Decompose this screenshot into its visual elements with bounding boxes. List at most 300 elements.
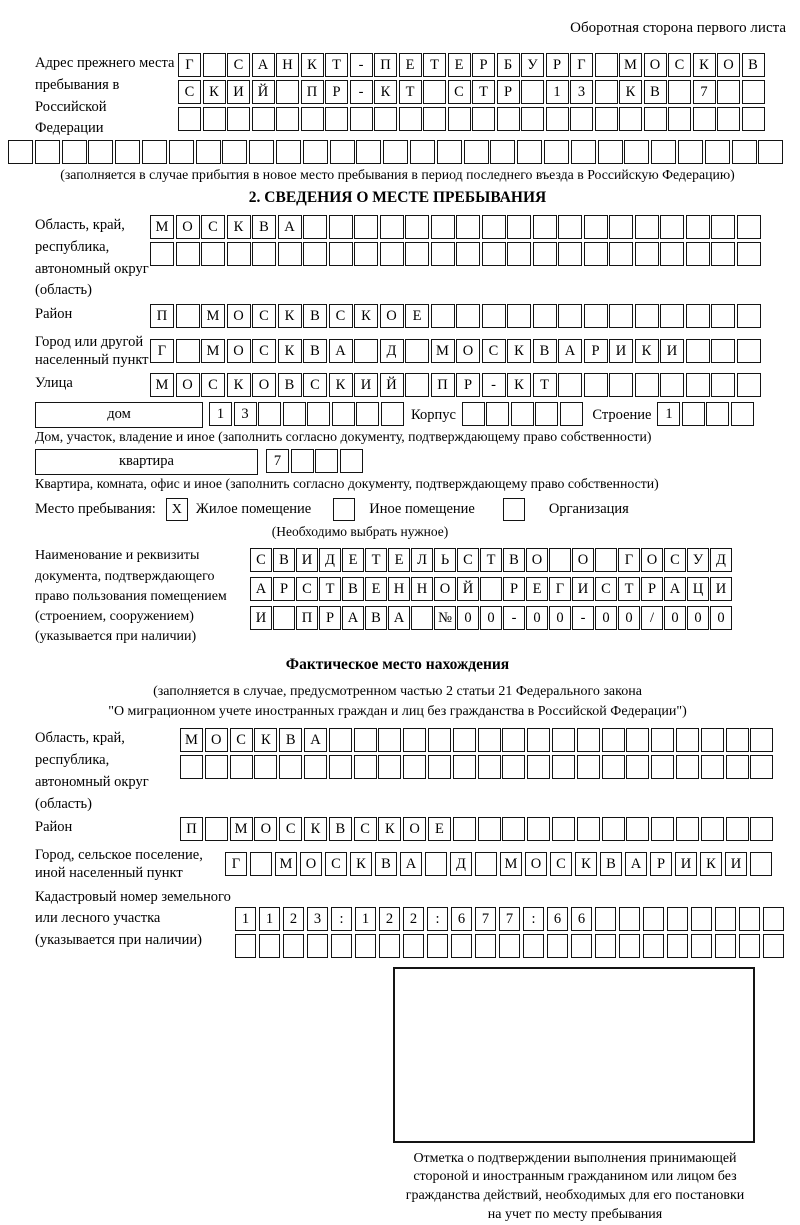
char-cell: Г xyxy=(549,577,571,601)
char-cell xyxy=(711,339,735,363)
char-cell xyxy=(660,215,684,239)
char-cell: И xyxy=(609,339,633,363)
char-cell: У xyxy=(521,53,544,77)
char-cell xyxy=(577,755,600,779)
char-cell: 3 xyxy=(570,80,593,104)
prev-address-caption: (заполняется в случае прибытия в новое место пребывания в период последнего въезда в Российскую Федерацию) xyxy=(60,167,735,182)
char-cell xyxy=(668,107,691,131)
char-cell: М xyxy=(150,215,174,239)
char-cell: И xyxy=(250,606,272,630)
char-cell xyxy=(527,755,550,779)
char-cell: Г xyxy=(570,53,593,77)
char-cell: К xyxy=(374,80,397,104)
char-cell: М xyxy=(180,728,203,752)
char-cell: О xyxy=(644,53,667,77)
char-cell xyxy=(276,80,299,104)
char-cell: М xyxy=(619,53,642,77)
stay-type-hint: (Необходимо выбрать нужное) xyxy=(271,524,449,540)
confirmation-mark-box xyxy=(393,967,755,1143)
char-cell: 0 xyxy=(595,606,617,630)
char-cell: Д xyxy=(710,548,732,572)
char-cell: Е xyxy=(448,53,471,77)
char-cell xyxy=(527,817,550,841)
char-cell: - xyxy=(503,606,525,630)
char-cell xyxy=(405,373,429,397)
char-cell xyxy=(558,373,582,397)
char-cell xyxy=(651,817,674,841)
char-cell: 1 xyxy=(546,80,569,104)
char-cell xyxy=(584,242,608,266)
char-cell: Р xyxy=(497,80,520,104)
char-cell xyxy=(660,373,684,397)
prev-address-rows xyxy=(178,53,766,134)
apartment-row[interactable] xyxy=(266,449,364,473)
char-cell: - xyxy=(482,373,506,397)
street-label: Улица xyxy=(35,375,73,392)
char-cell xyxy=(475,934,496,958)
char-cell xyxy=(354,339,378,363)
char-cell xyxy=(325,107,348,131)
char-cell: О xyxy=(641,548,663,572)
char-cell xyxy=(517,140,542,164)
char-cell: Е xyxy=(365,577,387,601)
char-cell xyxy=(230,755,253,779)
char-cell xyxy=(635,215,659,239)
char-cell: Р xyxy=(319,606,341,630)
prev-address-row-3[interactable] xyxy=(178,107,766,131)
char-cell: Д xyxy=(380,339,404,363)
char-cell xyxy=(686,242,710,266)
char-cell xyxy=(558,304,582,328)
char-cell xyxy=(750,728,773,752)
char-cell xyxy=(571,934,592,958)
char-cell xyxy=(283,402,306,426)
char-cell xyxy=(502,817,525,841)
fact-district-row[interactable] xyxy=(180,817,775,841)
prev-address-label: Адрес прежнего места пребывания в Российской Федерации xyxy=(35,55,175,137)
char-cell xyxy=(533,242,557,266)
char-cell: Р xyxy=(325,80,348,104)
char-cell: А xyxy=(250,577,272,601)
confirmation-caption-line-4: на учет по месту пребывания xyxy=(487,1207,663,1223)
char-cell: Н xyxy=(388,577,410,601)
char-cell: О xyxy=(572,548,594,572)
char-cell xyxy=(624,140,649,164)
char-cell: С xyxy=(252,339,276,363)
cadastre-block xyxy=(35,887,790,961)
char-cell xyxy=(693,107,716,131)
residential-checkbox[interactable]: X xyxy=(166,498,188,521)
char-cell: В xyxy=(252,215,276,239)
char-cell xyxy=(584,373,608,397)
char-cell xyxy=(544,140,569,164)
char-cell xyxy=(644,107,667,131)
city-block xyxy=(35,333,790,369)
fact-region-label: Область, край, республика, автономный округ (область) xyxy=(35,730,149,812)
char-cell xyxy=(547,934,568,958)
char-cell: О xyxy=(403,817,426,841)
char-cell xyxy=(378,728,401,752)
char-cell: О xyxy=(176,215,200,239)
char-cell xyxy=(635,373,659,397)
char-cell xyxy=(552,755,575,779)
char-cell: К xyxy=(254,728,277,752)
char-cell: К xyxy=(507,373,531,397)
char-cell xyxy=(205,817,228,841)
char-cell: 2 xyxy=(379,907,400,931)
char-cell: 0 xyxy=(480,606,502,630)
char-cell: О xyxy=(526,548,548,572)
fact-district-block xyxy=(35,817,790,844)
char-cell xyxy=(577,817,600,841)
char-cell: В xyxy=(273,548,295,572)
confirmation-caption-line-3: гражданства действий, необходимых для его постановки xyxy=(405,1188,745,1204)
fact-region-row-1[interactable] xyxy=(180,728,775,752)
organization-label: Организация xyxy=(548,501,629,518)
char-cell xyxy=(478,817,501,841)
fact-region-row-2[interactable] xyxy=(180,755,775,779)
char-cell: М xyxy=(500,852,522,876)
char-cell xyxy=(546,107,569,131)
actual-location-title: Фактическое место нахождения xyxy=(285,655,510,673)
char-cell xyxy=(356,402,379,426)
char-cell: С xyxy=(329,304,353,328)
char-cell xyxy=(626,728,649,752)
char-cell xyxy=(595,53,618,77)
char-cell: Л xyxy=(411,548,433,572)
city-row[interactable] xyxy=(150,339,762,363)
char-cell xyxy=(276,140,301,164)
char-cell xyxy=(307,402,330,426)
char-cell: С xyxy=(250,548,272,572)
char-cell xyxy=(602,817,625,841)
char-cell xyxy=(726,755,749,779)
char-cell: И xyxy=(227,80,250,104)
char-cell xyxy=(651,140,676,164)
char-cell: А xyxy=(342,606,364,630)
region-block xyxy=(35,215,790,302)
house-number-row[interactable] xyxy=(209,402,405,426)
char-cell: 7 xyxy=(475,907,496,931)
city-label: Город или другой населенный пункт xyxy=(35,334,149,369)
document-row-3[interactable] xyxy=(250,606,733,630)
char-cell xyxy=(750,817,773,841)
cadastre-row-1[interactable] xyxy=(235,907,787,931)
stay-type-label: Место пребывания: xyxy=(35,501,156,518)
char-cell xyxy=(643,907,664,931)
char-cell xyxy=(350,107,373,131)
char-cell: Р xyxy=(584,339,608,363)
char-cell: № xyxy=(434,606,456,630)
street-row[interactable] xyxy=(150,373,762,397)
char-cell: О xyxy=(456,339,480,363)
char-cell: - xyxy=(350,53,373,77)
char-cell: М xyxy=(150,373,174,397)
char-cell xyxy=(405,215,429,239)
char-cell: С xyxy=(279,817,302,841)
char-cell xyxy=(739,934,760,958)
char-cell: К xyxy=(700,852,722,876)
char-cell xyxy=(380,215,404,239)
char-cell xyxy=(701,817,724,841)
char-cell xyxy=(410,140,435,164)
char-cell xyxy=(303,140,328,164)
char-cell xyxy=(354,242,378,266)
char-cell: 0 xyxy=(526,606,548,630)
char-cell: О xyxy=(717,53,740,77)
char-cell xyxy=(737,373,761,397)
char-cell xyxy=(62,140,87,164)
char-cell xyxy=(635,304,659,328)
char-cell: С xyxy=(482,339,506,363)
other-premises-checkbox[interactable] xyxy=(333,498,355,521)
char-cell: 6 xyxy=(547,907,568,931)
char-cell: К xyxy=(203,80,226,104)
char-cell: Г xyxy=(178,53,201,77)
cadastre-row-2[interactable] xyxy=(235,934,787,958)
char-cell: И xyxy=(572,577,594,601)
char-cell: С xyxy=(296,577,318,601)
char-cell xyxy=(456,215,480,239)
fact-city-label: Город, сельское поселение, иной населенный пункт xyxy=(35,847,203,882)
char-cell: 0 xyxy=(457,606,479,630)
char-cell: Т xyxy=(472,80,495,104)
char-cell: 0 xyxy=(710,606,732,630)
char-cell xyxy=(533,215,557,239)
char-cell xyxy=(227,107,250,131)
char-cell: Й xyxy=(457,577,479,601)
char-cell: К xyxy=(350,852,372,876)
char-cell xyxy=(595,934,616,958)
char-cell: П xyxy=(374,53,397,77)
korpus-row[interactable] xyxy=(462,402,585,426)
char-cell: В xyxy=(375,852,397,876)
char-cell xyxy=(507,304,531,328)
char-cell xyxy=(205,755,228,779)
char-cell xyxy=(329,242,353,266)
char-cell: Р xyxy=(546,53,569,77)
char-cell: Ц xyxy=(687,577,709,601)
char-cell xyxy=(456,304,480,328)
residential-label: Жилое помещение xyxy=(195,501,312,518)
char-cell: 2 xyxy=(283,907,304,931)
prev-address-row-4[interactable] xyxy=(8,140,790,164)
char-cell: В xyxy=(278,373,302,397)
confirmation-caption-line-1: Отметка о подтверждении выполнения принимающей xyxy=(413,1150,737,1166)
char-cell xyxy=(626,817,649,841)
char-cell xyxy=(355,934,376,958)
char-cell: С xyxy=(668,53,691,77)
char-cell xyxy=(706,402,729,426)
char-cell xyxy=(379,934,400,958)
char-cell: Р xyxy=(456,373,480,397)
char-cell xyxy=(705,140,730,164)
char-cell xyxy=(676,817,699,841)
document-block xyxy=(35,546,790,647)
organization-checkbox[interactable] xyxy=(503,498,525,521)
char-cell xyxy=(405,339,429,363)
char-cell xyxy=(279,755,302,779)
char-cell xyxy=(354,755,377,779)
char-cell: О xyxy=(205,728,228,752)
char-cell xyxy=(667,907,688,931)
char-cell xyxy=(475,852,497,876)
char-cell: У xyxy=(687,548,709,572)
char-cell: К xyxy=(227,215,251,239)
char-cell xyxy=(178,107,201,131)
char-cell xyxy=(142,140,167,164)
char-cell: К xyxy=(575,852,597,876)
prev-address-row-1[interactable] xyxy=(178,53,766,77)
char-cell xyxy=(201,242,225,266)
char-cell xyxy=(678,140,703,164)
char-cell xyxy=(711,242,735,266)
page-side-note: Оборотная сторона первого листа xyxy=(570,20,786,36)
char-cell xyxy=(523,934,544,958)
char-cell: М xyxy=(201,304,225,328)
char-cell: Е xyxy=(526,577,548,601)
document-row-1[interactable] xyxy=(250,548,733,572)
char-cell xyxy=(715,934,736,958)
char-cell xyxy=(577,728,600,752)
char-cell xyxy=(431,304,455,328)
actual-location-note-1: (заполняется в случае, предусмотренном частью 2 статьи 21 Федерального закона xyxy=(153,683,642,699)
char-cell xyxy=(425,852,447,876)
char-cell xyxy=(378,755,401,779)
char-cell xyxy=(763,934,784,958)
char-cell: С xyxy=(201,215,225,239)
char-cell xyxy=(203,107,226,131)
char-cell xyxy=(584,215,608,239)
char-cell xyxy=(602,728,625,752)
char-cell xyxy=(399,107,422,131)
char-cell xyxy=(595,907,616,931)
char-cell xyxy=(609,304,633,328)
char-cell xyxy=(291,449,314,473)
char-cell xyxy=(250,852,272,876)
char-cell: Е xyxy=(399,53,422,77)
char-cell: В xyxy=(303,304,327,328)
char-cell xyxy=(558,242,582,266)
char-cell xyxy=(273,606,295,630)
char-cell xyxy=(595,107,618,131)
char-cell: А xyxy=(329,339,353,363)
region-row-2[interactable] xyxy=(150,242,762,266)
char-cell: М xyxy=(275,852,297,876)
char-cell: В xyxy=(533,339,557,363)
char-cell xyxy=(521,107,544,131)
char-cell: П xyxy=(180,817,203,841)
char-cell xyxy=(254,755,277,779)
char-cell: Й xyxy=(252,80,275,104)
char-cell: 0 xyxy=(618,606,640,630)
char-cell xyxy=(686,304,710,328)
char-cell: К xyxy=(635,339,659,363)
char-cell: К xyxy=(507,339,531,363)
char-cell xyxy=(356,140,381,164)
char-cell xyxy=(456,242,480,266)
char-cell: 1 xyxy=(209,402,232,426)
char-cell xyxy=(667,934,688,958)
char-cell xyxy=(203,53,226,77)
region-label: Область, край, республика, автономный округ (область) xyxy=(35,217,149,299)
char-cell xyxy=(686,215,710,239)
char-cell: Г xyxy=(618,548,640,572)
char-cell: А xyxy=(252,53,275,77)
char-cell xyxy=(329,728,352,752)
char-cell xyxy=(742,107,765,131)
document-row-2[interactable] xyxy=(250,577,733,601)
prev-address-row-2[interactable] xyxy=(178,80,766,104)
fact-city-row[interactable] xyxy=(225,852,775,876)
char-cell: Т xyxy=(423,53,446,77)
char-cell xyxy=(354,728,377,752)
char-cell xyxy=(259,934,280,958)
char-cell: В xyxy=(342,577,364,601)
confirmation-caption xyxy=(365,1150,785,1225)
char-cell: И xyxy=(675,852,697,876)
char-cell xyxy=(227,242,251,266)
char-cell xyxy=(235,934,256,958)
char-cell: 1 xyxy=(355,907,376,931)
char-cell: С xyxy=(178,80,201,104)
char-cell xyxy=(331,934,352,958)
char-cell: О xyxy=(525,852,547,876)
char-cell xyxy=(726,728,749,752)
char-cell xyxy=(584,304,608,328)
char-cell xyxy=(609,215,633,239)
char-cell: А xyxy=(278,215,302,239)
char-cell: П xyxy=(296,606,318,630)
char-cell: 1 xyxy=(259,907,280,931)
char-cell: Б xyxy=(497,53,520,77)
district-block xyxy=(35,304,790,331)
char-cell: 7 xyxy=(499,907,520,931)
char-cell xyxy=(453,755,476,779)
char-cell xyxy=(552,728,575,752)
char-cell: О xyxy=(434,577,456,601)
char-cell: 0 xyxy=(687,606,709,630)
house-block xyxy=(35,402,790,429)
char-cell: 7 xyxy=(693,80,716,104)
char-cell xyxy=(478,728,501,752)
char-cell: С xyxy=(252,304,276,328)
char-cell: П xyxy=(150,304,174,328)
char-cell xyxy=(598,140,623,164)
char-cell xyxy=(176,304,200,328)
char-cell xyxy=(711,215,735,239)
char-cell: Т xyxy=(399,80,422,104)
char-cell xyxy=(403,728,426,752)
char-cell xyxy=(115,140,140,164)
char-cell xyxy=(354,215,378,239)
char-cell xyxy=(732,140,757,164)
stroenie-row[interactable] xyxy=(657,402,755,426)
char-cell xyxy=(403,934,424,958)
region-row-1[interactable] xyxy=(150,215,762,239)
district-row[interactable] xyxy=(150,304,762,328)
char-cell: О xyxy=(227,304,251,328)
char-cell xyxy=(303,215,327,239)
char-cell xyxy=(676,728,699,752)
char-cell xyxy=(571,140,596,164)
char-cell xyxy=(283,934,304,958)
char-cell xyxy=(176,339,200,363)
char-cell xyxy=(717,107,740,131)
other-premises-label: Иное помещение xyxy=(369,501,475,518)
char-cell: В xyxy=(329,817,352,841)
char-cell: : xyxy=(427,907,448,931)
